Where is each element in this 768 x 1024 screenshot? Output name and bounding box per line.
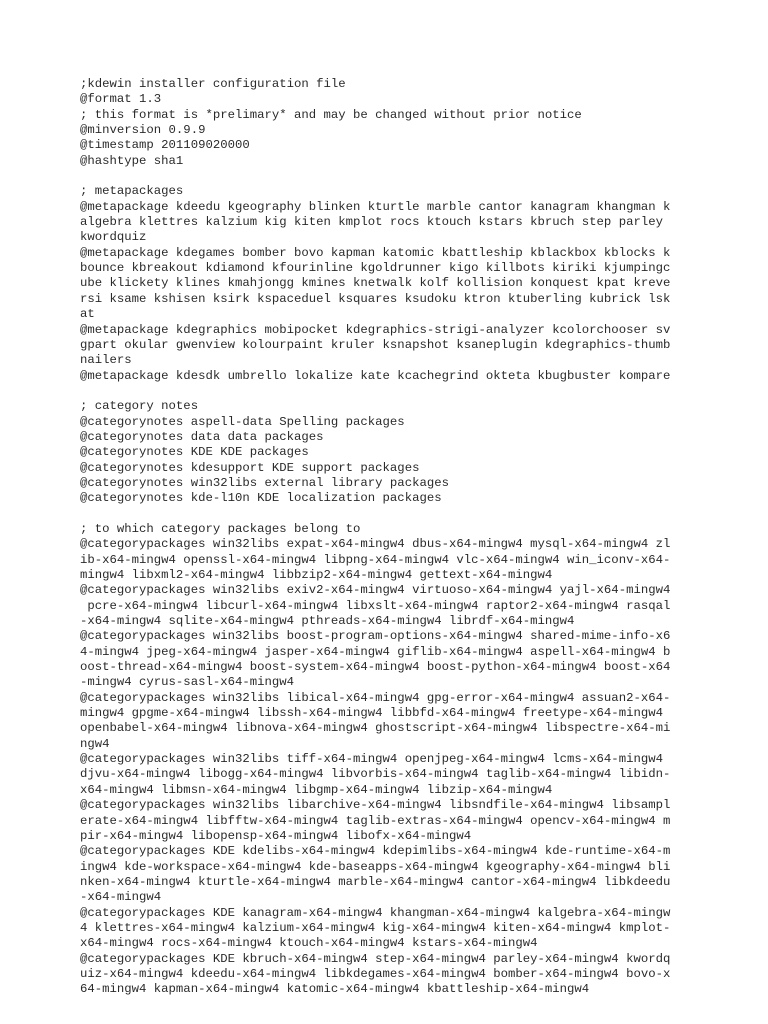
document-line: @categorypackages win32libs exiv2-x64-mingw4 virtuoso-x64-mingw4 yajl-x64-mingw4 <box>80 583 671 598</box>
document-line: @metapackage kdesdk umbrello lokalize kate kcachegrind okteta kbugbuster kompare <box>80 368 671 383</box>
document-line: @categorynotes kdesupport KDE support packages <box>80 460 420 475</box>
document-line: nailers <box>80 353 132 368</box>
document-line: @categorynotes aspell-data Spelling packages <box>80 414 405 429</box>
document-line: x64-mingw4 rocs-x64-mingw4 ktouch-x64-mingw4 kstars-x64-mingw4 <box>80 936 538 951</box>
document-line: mingw4 gpgme-x64-mingw4 libssh-x64-mingw4 libbfd-x64-mingw4 freetype-x64-mingw4 <box>80 706 663 721</box>
document-line: djvu-x64-mingw4 libogg-x64-mingw4 libvorbis-x64-mingw4 taglib-x64-mingw4 libidn- <box>80 767 671 782</box>
document-line: @categorynotes KDE KDE packages <box>80 445 309 460</box>
document-line: rsi ksame kshisen ksirk kspaceduel ksquares ksudoku ktron ktuberling kubrick lsk <box>80 291 671 306</box>
blank-line <box>80 169 695 184</box>
document-line: ; to which category packages belong to <box>80 521 361 536</box>
document-line: @categorypackages win32libs libarchive-x64-mingw4 libsndfile-x64-mingw4 libsampl <box>80 798 671 813</box>
document-line: gpart okular gwenview kolourpaint kruler ksnapshot ksaneplugin kdegraphics-thumb <box>80 337 671 352</box>
document-line: kwordquiz <box>80 230 147 245</box>
document-line: @minversion 0.9.9 <box>80 123 206 138</box>
document-line: ube klickety klines kmahjongg kmines knetwalk kolf kollision konquest kpat kreve <box>80 276 671 291</box>
document-line: bounce kbreakout kdiamond kfourinline kgoldrunner kigo killbots kiriki kjumpingc <box>80 261 671 276</box>
document-line: -x64-mingw4 sqlite-x64-mingw4 pthreads-x64-mingw4 librdf-x64-mingw4 <box>80 614 575 629</box>
document-line: @categorypackages KDE kanagram-x64-mingw4 khangman-x64-mingw4 kalgebra-x64-mingw <box>80 905 671 920</box>
document-line: ib-x64-mingw4 openssl-x64-mingw4 libpng-x64-mingw4 vlc-x64-mingw4 win_iconv-x64- <box>80 552 671 567</box>
document-line: ngw4 <box>80 736 110 751</box>
document-line: ingw4 kde-workspace-x64-mingw4 kde-baseapps-x64-mingw4 kgeography-x64-mingw4 bli <box>80 859 671 874</box>
document-line: @metapackage kdegames bomber bovo kapman katomic kbattleship kblackbox kblocks k <box>80 245 671 260</box>
document-line: @categorypackages KDE kbruch-x64-mingw4 step-x64-mingw4 parley-x64-mingw4 kwordq <box>80 951 671 966</box>
document-line: oost-thread-x64-mingw4 boost-system-x64-mingw4 boost-python-x64-mingw4 boost-x64 <box>80 660 671 675</box>
document-line: @categorynotes data data packages <box>80 429 324 444</box>
document-line: ; category notes <box>80 399 199 414</box>
document-line: @hashtype sha1 <box>80 153 184 168</box>
document-line: pir-x64-mingw4 libopensp-x64-mingw4 libofx-x64-mingw4 <box>80 828 472 843</box>
config-document <box>80 77 695 998</box>
document-line: @metapackage kdegraphics mobipocket kdegraphics-strigi-analyzer kcolorchooser sv <box>80 322 671 337</box>
document-line: at <box>80 307 95 322</box>
document-line: @categorypackages win32libs expat-x64-mingw4 dbus-x64-mingw4 mysql-x64-mingw4 zl <box>80 537 671 552</box>
document-line: openbabel-x64-mingw4 libnova-x64-mingw4 ghostscript-x64-mingw4 libspectre-x64-mi <box>80 721 671 736</box>
document-line: @categorypackages KDE kdelibs-x64-mingw4 kdepimlibs-x64-mingw4 kde-runtime-x64-m <box>80 844 671 859</box>
document-line: nken-x64-mingw4 kturtle-x64-mingw4 marble-x64-mingw4 cantor-x64-mingw4 libkdeedu <box>80 874 671 889</box>
document-line: -x64-mingw4 <box>80 890 162 905</box>
document-line: pcre-x64-mingw4 libcurl-x64-mingw4 libxslt-x64-mingw4 raptor2-x64-mingw4 rasqal <box>80 598 671 613</box>
blank-line <box>80 384 695 399</box>
document-line: @categorypackages win32libs tiff-x64-mingw4 openjpeg-x64-mingw4 lcms-x64-mingw4 <box>80 752 663 767</box>
document-line: ; this format is *prelimary* and may be changed without prior notice <box>80 107 582 122</box>
document-line: x64-mingw4 libmsn-x64-mingw4 libgmp-x64-mingw4 libzip-x64-mingw4 <box>80 782 553 797</box>
document-line: erate-x64-mingw4 libfftw-x64-mingw4 taglib-extras-x64-mingw4 opencv-x64-mingw4 m <box>80 813 671 828</box>
document-line: ;kdewin installer configuration file <box>80 77 346 91</box>
blank-line <box>80 507 695 522</box>
document-line: algebra klettres kalzium kig kiten kmplot rocs ktouch kstars kbruch step parley <box>80 215 663 230</box>
document-line: @categorynotes win32libs external library packages <box>80 475 449 490</box>
document-line: @format 1.3 <box>80 92 162 107</box>
document-line: @categorynotes kde-l10n KDE localization packages <box>80 491 442 506</box>
document-line: 4-mingw4 jpeg-x64-mingw4 jasper-x64-mingw4 giflib-x64-mingw4 aspell-x64-mingw4 b <box>80 644 671 659</box>
document-line: @metapackage kdeedu kgeography blinken kturtle marble cantor kanagram khangman k <box>80 199 671 214</box>
document-line: 64-mingw4 kapman-x64-mingw4 katomic-x64-mingw4 kbattleship-x64-mingw4 <box>80 982 590 997</box>
document-line: -mingw4 cyrus-sasl-x64-mingw4 <box>80 675 295 690</box>
document-line: mingw4 libxml2-x64-mingw4 libbzip2-x64-mingw4 gettext-x64-mingw4 <box>80 568 553 582</box>
document-line: 4 klettres-x64-mingw4 kalzium-x64-mingw4 kig-x64-mingw4 kiten-x64-mingw4 kmplot- <box>80 920 671 935</box>
document-line: ; metapackages <box>80 184 184 199</box>
document-line: @timestamp 201109020000 <box>80 138 250 153</box>
document-line: uiz-x64-mingw4 kdeedu-x64-mingw4 libkdegames-x64-mingw4 bomber-x64-mingw4 bovo-x <box>80 966 671 981</box>
document-line: @categorypackages win32libs libical-x64-mingw4 gpg-error-x64-mingw4 assuan2-x64- <box>80 690 671 705</box>
document-line: @categorypackages win32libs boost-program-options-x64-mingw4 shared-mime-info-x6 <box>80 629 671 644</box>
